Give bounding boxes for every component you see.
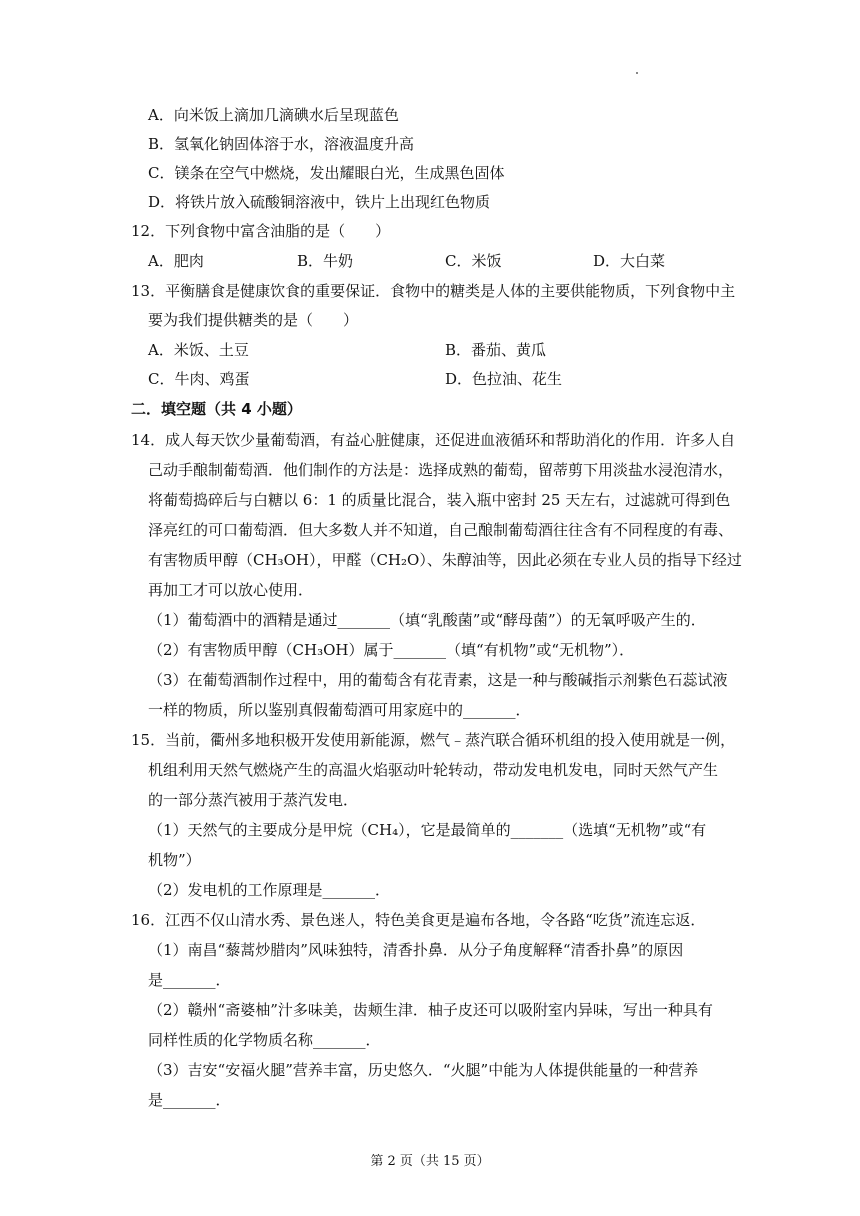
q15-line: 机组利用天然气燃烧产生的高温火焰驱动叶轮转动，带动发电机发电，同时天然气产生 (148, 761, 719, 779)
q16-sub3-cont: 是_______． (148, 1091, 231, 1109)
q12-option-a: A．肥肉 (148, 252, 204, 270)
q11-option-a: A．向米饭上滴加几滴碘水后呈现蓝色 (148, 106, 399, 124)
q12-option-b: B．牛奶 (297, 252, 354, 270)
q15-sub1-cont: 机物”） (148, 851, 201, 869)
q16-line: 16．江西不仅山清水秀、景色迷人，特色美食更是遍布各地，令各路“吃货”流连忘返． (131, 911, 706, 929)
q12-option-d: D．大白菜 (593, 252, 666, 270)
q11-option-d: D．将铁片放入硫酸铜溶液中，铁片上出现红色物质 (148, 193, 491, 211)
page-footer: 第 2 页（共 15 页） (370, 1154, 490, 1169)
q15-sub1: （1）天然气的主要成分是甲烷（CH₄），它是最简单的_______（选填“无机物”或“有 (148, 821, 707, 839)
q16-sub2: （2）赣州“斋婆柚”汁多味美，齿颊生津．柚子皮还可以吸附室内异味，写出一种具有 (148, 1001, 713, 1019)
q15-line: 15．当前，衢州多地积极开发使用新能源，燃气﹣蒸汽联合循环机组的投入使用就是一例， (131, 731, 736, 749)
q16-sub2-cont: 同样性质的化学物质名称_______． (148, 1031, 381, 1049)
q15-sub2: （2）发电机的工作原理是_______． (148, 881, 391, 899)
q14-line: 再加工才可以放心使用． (148, 581, 314, 599)
q14-sub3-cont: 一样的物质，所以鉴别真假葡萄酒可用家庭中的_______． (148, 701, 531, 719)
q14-line: 有害物质甲醇（CH₃OH），甲醛（CH₂O）、朱醇油等，因此必须在专业人员的指导下经过 (148, 551, 742, 569)
q14-sub2: （2）有害物质甲醇（CH₃OH）属于_______（填“有机物”或“无机物”）． (148, 641, 635, 659)
q14-sub1: （1）葡萄酒中的酒精是通过_______（填“乳酸菌”或“酵母菌”）的无氧呼吸产生的． (148, 611, 706, 629)
corner-mark (636, 72, 638, 74)
q13-option-a: A．米饭、土豆 (148, 341, 249, 359)
q16-sub3: （3）吉安“安福火腿”营养丰富，历史悠久．“火腿”中能为人体提供能量的一种营养 (148, 1061, 699, 1079)
q11-option-c: C．镁条在空气中燃烧，发出耀眼白光，生成黑色固体 (148, 164, 505, 182)
q14-sub3: （3）在葡萄酒制作过程中，用的葡萄含有花青素，这是一种与酸碱指示剂紫色石蕊试液 (148, 671, 728, 689)
q11-option-b: B．氢氧化钠固体溶于水，溶液温度升高 (148, 135, 415, 153)
q14-line: 己动手酿制葡萄酒．他们制作的方法是：选择成熟的葡萄，留蒂剪下用淡盐水浸泡清水， (148, 461, 734, 479)
q13-stem-line2: 要为我们提供糖类的是（ ） (148, 311, 359, 329)
q13-option-c: C．牛肉、鸡蛋 (148, 370, 250, 388)
q16-sub1: （1）南昌“藜蒿炒腊肉”风味独特，清香扑鼻．从分子角度解释“清香扑鼻”的原因 (148, 941, 684, 959)
q15-line: 的一部分蒸汽被用于蒸汽发电． (148, 791, 359, 809)
q13-stem-line1: 13．平衡膳食是健康饮食的重要保证．食物中的糖类是人体的主要供能物质，下列食物中主 (131, 282, 736, 300)
q13-option-b: B．番茄、黄瓜 (445, 341, 547, 359)
q12-stem: 12．下列食物中富含油脂的是（ ） (131, 222, 391, 240)
q16-sub1-cont: 是_______． (148, 971, 231, 989)
q12-option-c: C．米饭 (445, 252, 502, 270)
section-heading: 二．填空题（共 4 小题） (131, 400, 302, 418)
q14-line: 将葡萄捣碎后与白糖以 6：1 的质量比混合，装入瓶中密封 25 天左右，过滤就可得到色 (148, 491, 731, 509)
q14-line: 泽亮红的可口葡萄酒．但大多数人并不知道，自己酿制葡萄酒往往含有不同程度的有毒、 (148, 521, 734, 539)
q14-line: 14．成人每天饮少量葡萄酒，有益心脏健康，还促进血液循环和帮助消化的作用．许多人自 (131, 431, 736, 449)
q13-option-d: D．色拉油、花生 (445, 370, 563, 388)
